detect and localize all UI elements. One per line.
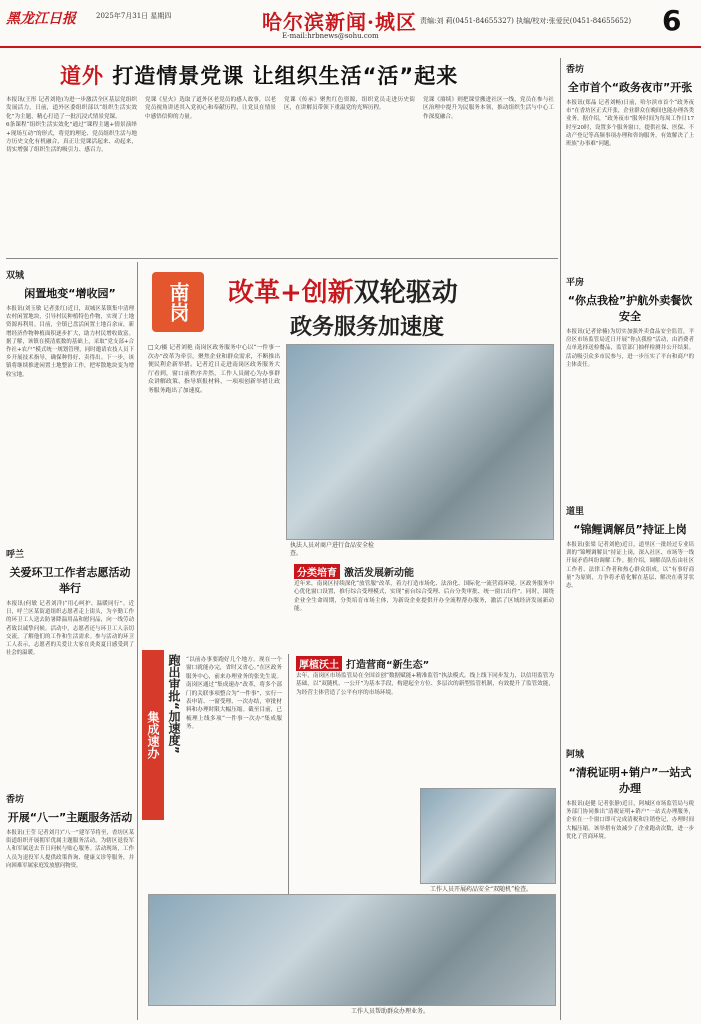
- brief-text: 本报讯(张梁 记者刘艳)近日，道里区一批经过专业培训的“锦鲤调解员”持证上岗，深入社区、市场等一线开展矛盾纠纷调解工作。据介绍，调解员队伍由社区工作者、法律工作者和热心群众组成，以“有事好商量”为原则，力争将矛盾化解在基层、解决在萌芽状态。: [566, 542, 694, 590]
- left-sidebar: [6, 268, 134, 1011]
- feature-title-black: 双轮驱动: [353, 278, 458, 308]
- lead-headline-text: 打造情景党课 让组织生活“活”起来: [112, 64, 459, 88]
- subhead-title: 激活发展新动能: [344, 568, 414, 579]
- newspaper-logo: 黑龙江日报: [6, 11, 76, 27]
- issue-date: 2025年7月31日 星期四: [96, 12, 172, 20]
- brief-title: 闲置地变“增收园”: [24, 287, 116, 300]
- lead-paragraph: 6条课程“组织生活实效化”通过“课程主题+情景演绎+现场互动”的形式，将党的理论、党员组织生活与地方历史文化有机融合，真正让党课活起来、动起来，切实增强了组织生活的吸引力、感召力。: [6, 122, 137, 154]
- brief-district: 香坊: [566, 65, 585, 75]
- feature-article: [140, 258, 558, 1020]
- lead-column: [423, 96, 554, 256]
- brief-title: “锦鲤调解员”持证上岗: [573, 523, 687, 536]
- brief-xiangfang: [6, 792, 134, 1005]
- lead-paragraph: 党课《传承》聚焦红色资源，组织党员走进历史街区，在讲解员带领下重温党的光辉历程。: [284, 97, 415, 112]
- subhead-title: 打造营商“新生态”: [346, 660, 430, 671]
- page-header: [0, 0, 701, 48]
- brief-district: 道里: [566, 507, 585, 517]
- inspection-photo: [286, 344, 554, 540]
- photo-caption: 执法人员对商户进行食品安全检查。: [290, 542, 375, 557]
- brief-text: 本报讯(郑晶 记者刘畅)日前，哈尔滨市首个“政务夜市”在香坊区正式开张，企业群众在晚间也能办理各类业务。据介绍，“政务夜市”服务时间为每周工作日17时至20时，设置多个服务窗口，提供社保、医保、不动产登记等高频事项办理和咨询服务，有效解决了上班族“办事难”问题。: [566, 100, 694, 148]
- brief-text: 本报讯(王莹 记者刘月)“八一”建军节将至，香坊区某街道组织开展拥军优属主题服务活动，为辖区退役军人和军属送去节日问候与贴心服务。活动现场，工作人员为退役军人提供政策咨询、健康义诊等服务，并向困难军属家庭发放慰问物资。: [6, 830, 134, 869]
- subhead-tag: 分类培育: [294, 564, 340, 579]
- brief-title: 关爱环卫工作者志愿活动举行: [9, 566, 131, 595]
- feature-subtitle: 政务服务加速度: [290, 315, 445, 340]
- subhead-tag: 厚植沃土: [296, 656, 342, 671]
- subhead-2-text: 去年，南岗区市场监管局在全国首创“数据赋能+精准监管”执法模式，线上线下同步发力，以信用监管为基础，以“双随机、一公开”为基本手段，构建起全方位、多层次的新型监管机制，有效提升了监管效能，为经营主体营造了公平有序的市场环境。: [296, 673, 554, 696]
- lead-article-body: [6, 96, 554, 256]
- brief-district: 双城: [6, 271, 25, 281]
- vertical-section-text: “以前办事要跑好几个地方，现在一个窗口就能办完，省时又省心。”在区政务服务中心，前来办理业务的张先生说。南岗区通过“集成速办”改革，将多个部门的关联事项整合为“一件事”，实行一表申请、一窗受理、一次办结，审批材料和办理时限大幅压缩。截至目前，已梳理上线多项“一件事一次办”集成服务。: [186, 657, 282, 731]
- brief-district: 香坊: [6, 795, 25, 805]
- brief-shuangcheng: [6, 268, 134, 541]
- feature-intro: □文/摄 记者刘艳 南岗区政务服务中心以“一件事一次办”改革为牵引，聚焦企业和群众需求，不断推出便民利企新举措。记者近日走进南岗区政务服务大厅看到，窗口前秩序井然，工作人员耐心为办事群众讲解政策、指导填报材料，一项项创新举措让政务服务跑出了加速度。: [148, 345, 280, 394]
- section-email: E-mail:hrbnews@sohu.com: [282, 32, 379, 40]
- feature-title: [228, 272, 458, 309]
- vertical-title: 跑出审批“加速度”: [167, 654, 181, 754]
- page-number: 6: [662, 4, 682, 37]
- brief-district: 平房: [566, 278, 585, 288]
- vertical-tag: 集成速办: [142, 650, 164, 820]
- market-inspection-photo: [420, 788, 556, 884]
- brief-text: 本报讯(刘玉敏 记者张红)近日，双城区某镇集中清理农村闲置地块，引导村民种植特色作物，实现了土地资源再利用。目前，全镇已盘活闲置土地百余亩，新增经济作物种植面积逐步扩大，助力村民增收致富。据了解，该镇在摸清底数的基础上，采取“党支部+合作社+农户”模式统一规划管理，同时邀请农技人员下乡开展技术指导，确保种得好、卖得出。下一步，该镇将继续推进闲置土地整治工作，把零散地块变为增收宝地。: [6, 306, 134, 378]
- editor-credits: 责编:刘 莉(0451-84655327) 执编/校对:张爱民(0451-84655652): [420, 17, 632, 25]
- brief-hulan: [6, 547, 134, 786]
- lead-column: [145, 96, 276, 256]
- district-badge: 南岗: [152, 272, 204, 332]
- brief-title: 开展“八一”主题服务活动: [7, 811, 133, 824]
- brief-daoli: [566, 504, 694, 741]
- lead-paragraph: 党课《赓续》则把课堂搬进社区一线，党员在参与社区治理中提升为民服务本领，推动组织生活与中心工作深度融合。: [423, 97, 554, 120]
- lead-paragraph: 党课《星火》选取了道外区老党员的感人故事，以老党员视角讲述其入党初心和奉献历程，让党员在情景中感悟信仰的力量。: [145, 97, 276, 120]
- brief-acheng: [566, 747, 694, 950]
- lead-headline: [60, 60, 458, 90]
- brief-district: 阿城: [566, 750, 585, 760]
- brief-title: “清税证明+销户”一站式办理: [568, 766, 692, 795]
- photo-caption: 工作人员帮助群众办理业务。: [350, 1008, 429, 1015]
- brief-title: 全市首个“政务夜市”开张: [567, 81, 693, 94]
- brief-xiangfang-night: [566, 62, 694, 269]
- brief-text: 本报讯(何敏 记者刘洋)“用心呵护、温暖同行”。近日，呼兰区某街道组织志愿者走上街头，为辛勤工作的环卫工人送去防暑降温用品和慰问品，向一线劳动者致以诚挚问候。活动中，志愿者还与环卫工人亲切交流，了解他们的工作和生活需求。参与活动的环卫工人表示，志愿者的关爱让大家在炎炎夏日感受到了社会的温暖。: [6, 601, 134, 657]
- subhead-1: [294, 564, 414, 579]
- feature-title-red: 改革+创新: [228, 278, 354, 308]
- lead-paragraph: 本报讯(王彤 记者刘艳)为进一步激活全区基层党组织发展活力，日前，道外区委组织部以“组织生活实效化”为主题，精心打造了一批沉浸式情景党课。: [6, 97, 137, 120]
- vertical-rule: [137, 262, 138, 1020]
- subhead-1-text: 近年来，南岗区持续深化“放管服”改革，着力打造市场化、法治化、国际化一流营商环境。区政务服务中心优化窗口设置，推行综合受理模式，实现“前台综合受理、后台分类审批、统一窗口出件”。同时，围绕企业全生命周期，分类培育市场主体，为新设企业提供开办全流程帮办服务，激活了区域经济发展新动能。: [294, 581, 554, 613]
- subhead-2: [296, 656, 429, 671]
- lead-headline-district: 道外: [60, 64, 104, 88]
- brief-text: 本报讯(赵健 记者张静)近日，阿城区市场监管局与税务部门协同推出“清税证明+销户”一站式办理服务，企业在一个窗口即可完成清税和注销登记，办理时间大幅压缩。该举措有效减少了企业跑动次数，进一步优化了营商环境。: [566, 801, 694, 840]
- brief-pingfang: [566, 275, 694, 498]
- brief-text: 本报讯(记者徐楠)为切实加强外卖食品安全监管，平房区市场监管局近日开展“你点我检”活动，由消费者点单选择送检餐品，监管部门抽样检测并公开结果。活动吸引众多市民参与，进一步压实了平台和商户的主体责任。: [566, 329, 694, 368]
- brief-title: “你点我检”护航外卖餐饮安全: [567, 294, 693, 323]
- right-column: [566, 62, 694, 956]
- vertical-rule: [560, 58, 561, 1020]
- photo-caption: 工作人员开展药品安全“双随机”检查。: [430, 886, 533, 893]
- brief-district: 呼兰: [6, 550, 25, 560]
- lead-column: [284, 96, 415, 256]
- service-hall-photo: [148, 894, 556, 1006]
- section-title: 哈尔滨新闻·城区: [262, 10, 417, 34]
- lead-column: [6, 96, 137, 256]
